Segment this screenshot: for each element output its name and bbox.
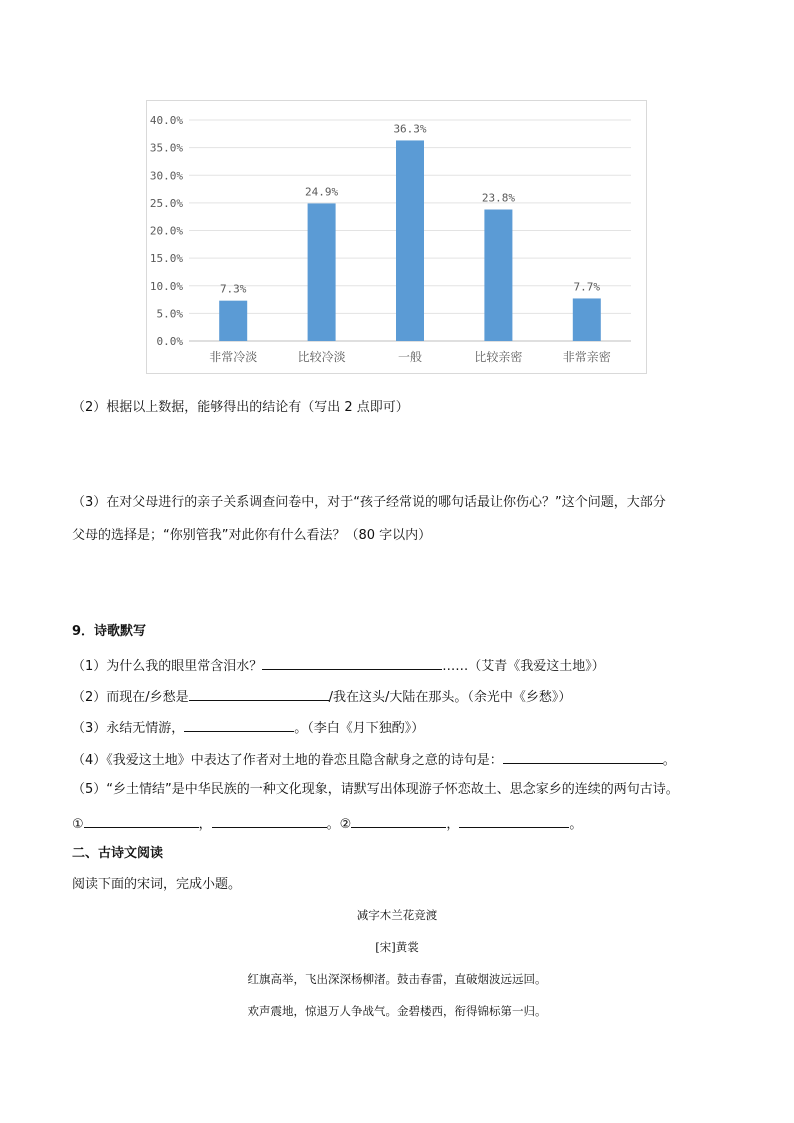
question-3-line-1: （3）在对父母进行的亲子关系调查问卷中，对于“孩子经常说的哪句话最让你伤心？”这个问题，大部分 <box>72 495 666 510</box>
x-tick-label: 一般 <box>397 350 423 364</box>
end-period: 。 <box>569 817 583 832</box>
answer-blank-4[interactable] <box>503 749 663 764</box>
poem-title: 减字木兰花竞渡 <box>356 908 438 922</box>
poem-recall-4 <box>72 749 676 770</box>
poem-recall-2 <box>72 686 571 707</box>
separator-2: 。② <box>326 817 352 832</box>
question-2: （2）根据以上数据，能够得出的结论有（写出 2 点即可） <box>72 400 409 415</box>
y-tick-label: 30.0% <box>149 169 183 183</box>
answer-blank-3[interactable] <box>184 717 294 732</box>
question-3-line-2: 父母的选择是；“你别管我”对此你有什么看法？（80 字以内） <box>72 528 432 543</box>
bar <box>219 301 247 341</box>
x-tick-label: 非常冷淡 <box>209 350 258 364</box>
poem-recall-3-source: 。（李白《月下独酌》） <box>294 721 425 736</box>
answer-blank-1[interactable] <box>262 655 442 670</box>
data-label: 7.7% <box>573 280 601 294</box>
y-tick-label: 40.0% <box>149 114 183 127</box>
chart-svg <box>147 101 648 375</box>
poem-recall-5-blanks <box>72 813 582 834</box>
bar-chart <box>146 100 647 374</box>
poem-line-1: 红旗高举，飞出深深杨柳渚。鼓击春雷，直破烟波远远回。 <box>247 972 547 986</box>
circle-1: ① <box>72 817 84 832</box>
poem-recall-2-prompt: （2）而现在/乡愁是 <box>72 690 189 705</box>
x-tick-label: 比较冷淡 <box>297 350 346 364</box>
poem-recall-1-source: ……（艾青《我爱这土地》） <box>442 659 605 674</box>
data-label: 7.3% <box>219 282 247 296</box>
data-label: 24.9% <box>305 185 339 199</box>
poem-line-2: 欢声震地，惊退万人争战气。金碧楼西，衔得锦标第一归。 <box>247 1004 547 1018</box>
y-tick-label: 15.0% <box>149 252 183 266</box>
poem-recall-3 <box>72 717 424 738</box>
y-tick-label: 10.0% <box>149 279 183 293</box>
data-label: 36.3% <box>393 122 427 136</box>
poem-recall-4-end: 。 <box>662 753 676 768</box>
poem-recall-5: （5）“乡土情结”是中华民族的一种文化现象，请默写出体现游子怀恋故土、思念家乡的连续的两句古诗。 <box>72 782 679 797</box>
bar <box>308 203 336 341</box>
y-tick-label: 35.0% <box>149 141 183 155</box>
bar <box>573 298 601 341</box>
answer-blank-5d[interactable] <box>459 813 569 828</box>
answer-blank-2[interactable] <box>189 686 329 701</box>
x-tick-label: 非常亲密 <box>562 350 611 364</box>
y-tick-label: 20.0% <box>149 224 183 238</box>
poem-recall-4-prompt: （4）《我爱这土地》中表达了作者对土地的眷恋且隐含献身之意的诗句是： <box>72 753 503 768</box>
answer-blank-5c[interactable] <box>351 813 446 828</box>
x-tick-label: 比较亲密 <box>474 350 523 364</box>
bar <box>396 140 424 341</box>
section-2-heading: 二、古诗文阅读 <box>72 846 164 861</box>
data-label: 23.8% <box>481 191 515 205</box>
y-tick-label: 0.0% <box>156 335 183 348</box>
bar <box>484 210 512 341</box>
poem-recall-3-prompt: （3）永结无情游， <box>72 721 185 736</box>
comma-1: ， <box>198 817 212 832</box>
poem-author: [宋]黄裳 <box>375 940 419 954</box>
answer-blank-5a[interactable] <box>84 813 199 828</box>
reading-instruction: 阅读下面的宋词，完成小题。 <box>72 877 242 892</box>
poem-recall-2-source: /我在这头/大陆在那头。（余光中《乡愁》） <box>328 690 572 705</box>
poem-recall-1-prompt: （1）为什么我的眼里常含泪水？ <box>72 659 263 674</box>
answer-blank-5b[interactable] <box>212 813 327 828</box>
y-tick-label: 25.0% <box>149 196 183 210</box>
comma-2: ， <box>446 817 460 832</box>
y-tick-label: 5.0% <box>156 307 183 321</box>
poem-recall-1 <box>72 655 605 676</box>
question-9-title: 9．诗歌默写 <box>72 624 147 639</box>
